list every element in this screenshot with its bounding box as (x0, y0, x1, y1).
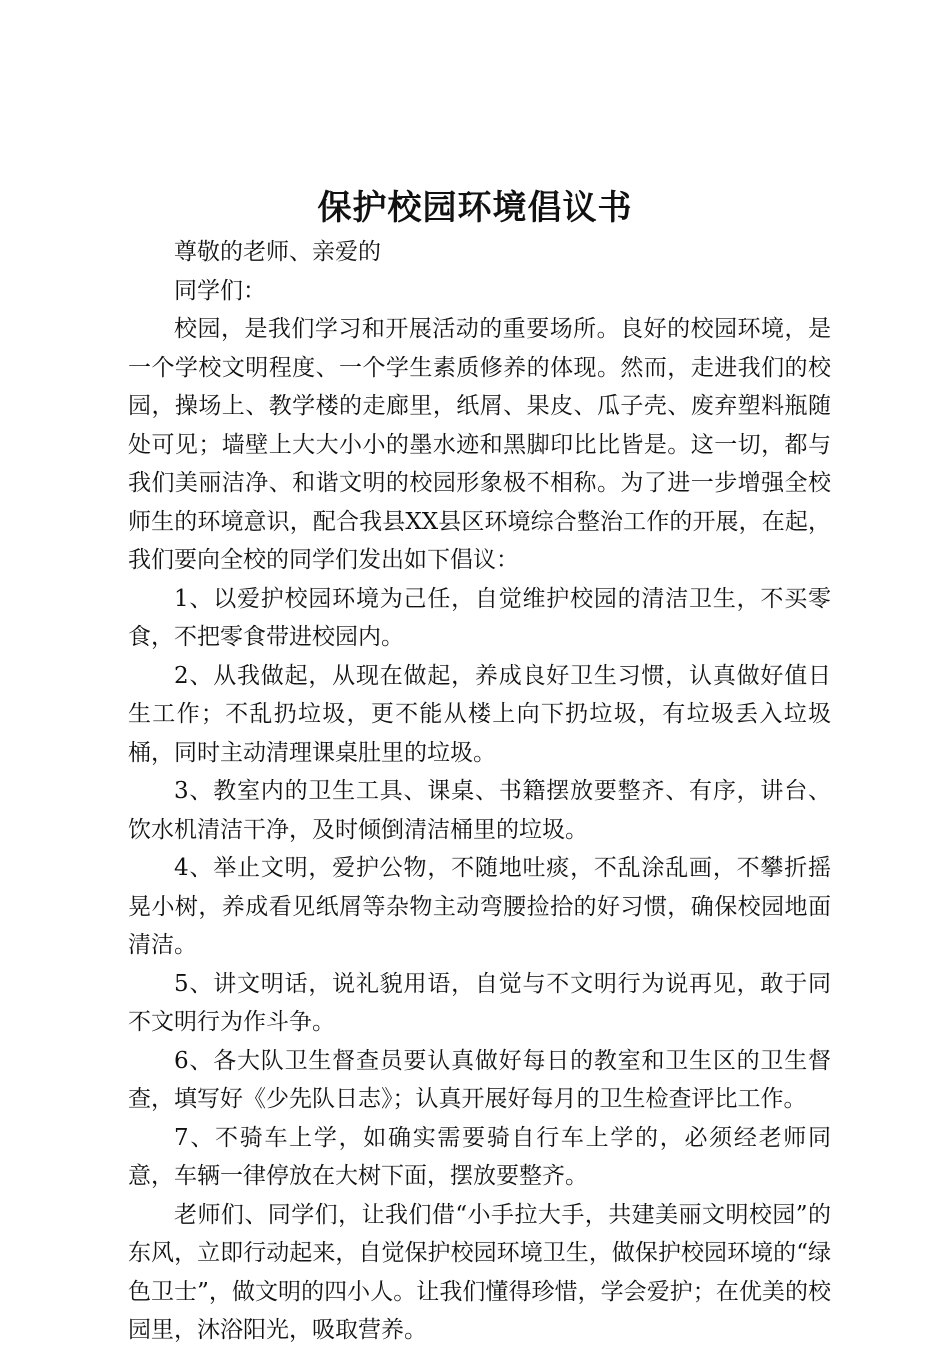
proposal-item-4: 4、举止文明，爱护公物，不随地吐痰，不乱涂乱画，不攀折摇晃小树，养成看见纸屑等杂物主动弯腰捡拾的好习惯，确保校园地面清洁。 (128, 855, 831, 958)
proposal-item-2: 2、从我做起，从现在做起，养成良好卫生习惯，认真做好值日生工作；不乱扔垃圾，更不能从楼上向下扔垃圾，有垃圾丢入垃圾桶，同时主动清理课桌肚里的垃圾。 (128, 662, 831, 766)
document-body (128, 233, 831, 1350)
closing-paragraph: 老师们、同学们，让我们借“小手拉大手，共建美丽文明校园”的东风，立即行动起来，自觉保护校园环境卫生，做保护校园环境的“绿色卫士”，做文明的四小人。让我们懂得珍惜，学会爱护；在优美的校园里，沐浴阳光，吸取营养。 (128, 1201, 831, 1343)
greeting-line-2: 同学们： (174, 277, 266, 304)
proposal-item-1: 1、以爱护校园环境为己任，自觉维护校园的清洁卫生，不买零食，不把零食带进校园内。 (128, 585, 831, 650)
proposal-item-6: 6、各大队卫生督查员要认真做好每日的教室和卫生区的卫生督查，填写好《少先队日志》；认真开展好每月的卫生检查评比工作。 (128, 1047, 831, 1112)
proposal-item-7: 7、不骑车上学，如确实需要骑自行车上学的，必须经老师同意，车辆一律停放在大树下面，摆放要整齐。 (128, 1124, 831, 1189)
proposal-item-3: 3、教室内的卫生工具、课桌、书籍摆放要整齐、有序，讲台、饮水机清洁干净，及时倾倒清洁桶里的垃圾。 (128, 778, 831, 843)
proposal-item-5: 5、讲文明话，说礼貌用语，自觉与不文明行为说再见，敢于同不文明行为作斗争。 (128, 970, 831, 1035)
intro-paragraph: 校园，是我们学习和开展活动的重要场所。良好的校园环境，是一个学校文明程度、一个学生素质修养的体现。然而，走进我们的校园，操场上、教学楼的走廊里，纸屑、果皮、瓜子壳、废弃塑料瓶随处可见；墙壁上大大小小的墨水迹和黑脚印比比皆是。这一切，都与我们美丽洁净、和谐文明的校园形象极不相称。为了进一步增强全校师生的环境意识，配合我县XX县区环境综合整治工作的开展，在起，我们要向全校的同学们发出如下倡议： (128, 316, 831, 573)
document-title: 保护校园环境倡议书 (317, 188, 633, 228)
greeting-line-1: 尊敬的老师、亲爱的 (174, 239, 381, 265)
